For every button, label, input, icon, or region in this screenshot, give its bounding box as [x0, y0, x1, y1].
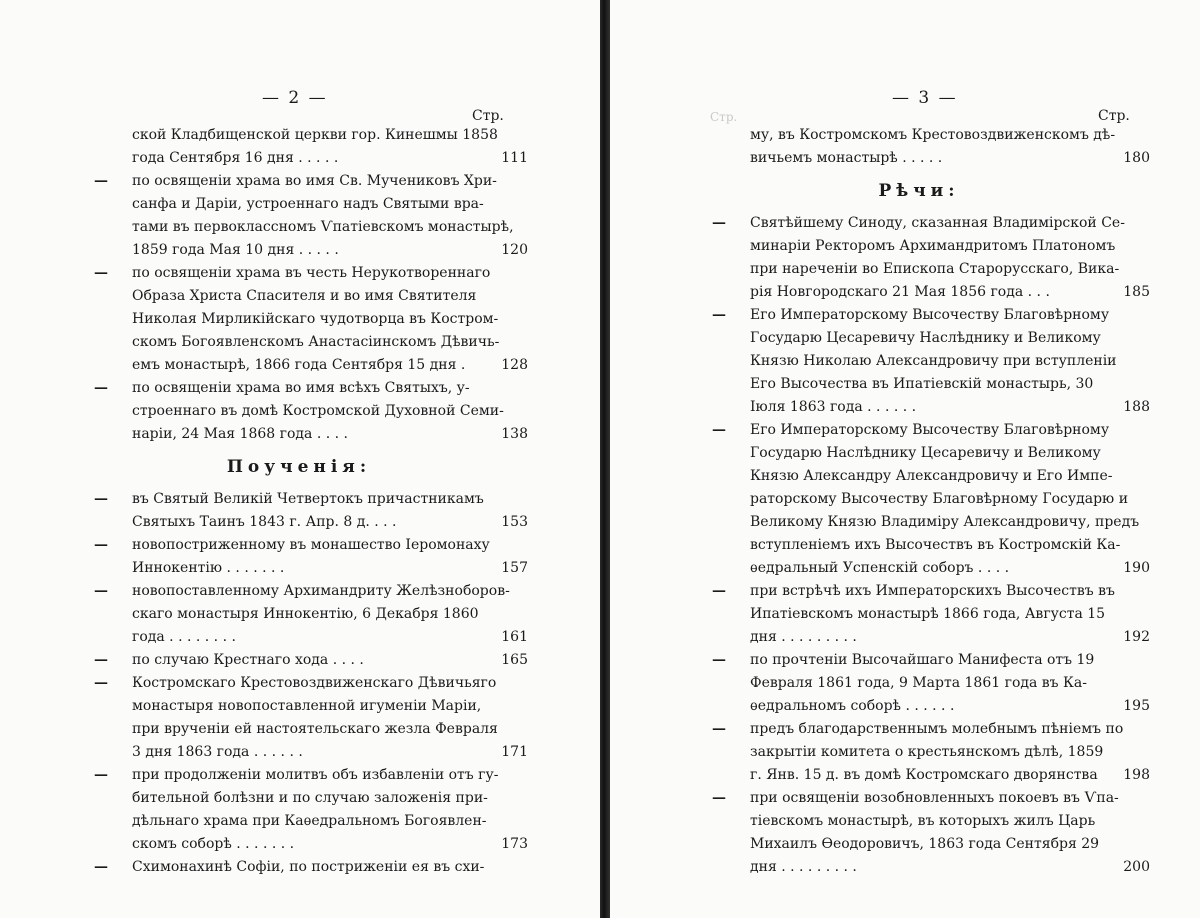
entry-text-line: бительной болѣзни и по случаю заложенія при-: [132, 790, 488, 806]
entry-text-line: при врученіи ей настоятельскаго жезла Февраля: [132, 721, 498, 737]
toc-list: [712, 124, 1150, 879]
entry-text-line: года . . . . . . . .: [132, 629, 236, 645]
entry-text-line: Святыхъ Таинъ 1843 г. Апр. 8 д. . . .: [132, 514, 397, 530]
entry-page-number: 190: [1123, 560, 1150, 576]
entry-dash: —: [94, 537, 108, 553]
entry-text-line: дня . . . . . . . . .: [750, 629, 857, 645]
toc-entry: [94, 580, 528, 649]
entry-text-line: минаріи Ректоромъ Архимандритомъ Платономъ: [750, 238, 1116, 254]
entry-text-line: года Сентября 16 дня . . . . .: [132, 150, 339, 166]
entry-dash: —: [94, 380, 108, 396]
entry-page-number: 120: [501, 242, 528, 258]
right-page: [610, 0, 1200, 918]
toc-entry: [94, 856, 485, 879]
entry-page-number: 198: [1123, 767, 1150, 783]
entry-text-line: Костромскаго Крестовоздвиженскаго Дѣвичьяго: [132, 675, 497, 691]
entry-text-line: строеннаго въ домѣ Костромской Духовной Семи-: [132, 403, 504, 419]
toc-entry: [132, 124, 528, 170]
entry-page-number: 157: [501, 560, 528, 576]
entry-page-number: 173: [501, 836, 528, 852]
entry-text-line: Его Императорскому Высочеству Благовѣрному: [750, 307, 1110, 323]
entry-dash: —: [712, 583, 726, 599]
entry-dash: —: [94, 491, 108, 507]
page-number-header: — 2 —: [262, 88, 328, 108]
entry-text-line: тами въ первоклассномъ Ѵпатіевскомъ монастырѣ,: [132, 219, 514, 235]
entry-dash: —: [94, 675, 108, 691]
entry-dash: —: [94, 859, 108, 875]
entry-text-line: санфа и Даріи, устроеннаго надъ Святыми вра-: [132, 196, 484, 212]
toc-entry: [94, 377, 528, 446]
toc-entry: [94, 170, 528, 262]
entry-text-line: по случаю Крестнаго хода . . . .: [132, 652, 364, 668]
entry-page-number: 188: [1123, 399, 1150, 415]
entry-text-line: новопоставленному Архимандриту Желѣзноборов-: [132, 583, 510, 599]
entry-text-line: Февраля 1861 года, 9 Марта 1861 года въ Ка-: [750, 675, 1087, 691]
faint-column-label: Стр.: [710, 110, 738, 124]
entry-text-line: дня . . . . . . . . .: [750, 859, 857, 875]
entry-text-line: Схимонахинѣ Софіи, по постриженіи ея въ схи-: [132, 859, 485, 875]
entry-dash: —: [94, 265, 108, 281]
entry-text-line: Святѣйшему Синоду, сказанная Владимірской Се-: [750, 215, 1125, 231]
entry-page-number: 180: [1123, 150, 1150, 166]
entry-text-line: ѳедральный Успенскій соборъ . . . .: [750, 560, 1010, 576]
entry-text-line: дѣльнаго храма при Каѳедральномъ Богоявлен-: [132, 813, 487, 829]
toc-entry: [712, 212, 1150, 304]
entry-text-line: 1859 года Мая 10 дня . . . . .: [132, 242, 339, 258]
entry-text-line: емъ монастырѣ, 1866 года Сентября 15 дня .: [132, 357, 466, 373]
entry-text-line: новопостриженному въ монашество Іеромонаху: [132, 537, 490, 553]
entry-text-line: Ипатіевскомъ монастырѣ 1866 года, Августа 15: [750, 606, 1106, 622]
toc-entry: [712, 787, 1150, 879]
toc-entry: [94, 649, 528, 672]
entry-text-line: по освященіи храма во имя Св. Мучениковъ Хри-: [132, 173, 497, 189]
entry-dash: —: [712, 307, 726, 323]
entry-text-line: Князю Александру Александровичу и Его Импе-: [750, 468, 1113, 484]
entry-text-line: Іюля 1863 года . . . . . .: [750, 399, 917, 415]
entry-dash: —: [94, 652, 108, 668]
entry-page-number: 200: [1123, 859, 1150, 875]
entry-text-line: монастыря новопоставленной игуменіи Маріи,: [132, 698, 482, 714]
entry-text-line: по освященіи храма въ честь Нерукотвореннаго: [132, 265, 491, 281]
toc-entry: [94, 764, 528, 856]
section-heading: Поученія:: [226, 457, 372, 477]
entry-text-line: вичьемъ монастырѣ . . . . .: [750, 150, 943, 166]
entry-text-line: Его Императорскому Высочеству Благовѣрному: [750, 422, 1110, 438]
page-column-label: Стр.: [472, 108, 504, 124]
entry-text-line: при освященіи возобновленныхъ покоевъ въ Ѵпа-: [750, 790, 1119, 806]
entry-dash: —: [712, 790, 726, 806]
toc-entry: [712, 419, 1150, 580]
entry-page-number: 153: [501, 514, 528, 530]
section-heading: Рѣчи:: [878, 181, 960, 201]
entry-dash: —: [712, 721, 726, 737]
entry-text-line: Николая Мирликійскаго чудотворца въ Костром-: [132, 311, 499, 327]
entry-dash: —: [712, 422, 726, 438]
entry-page-number: 128: [501, 357, 528, 373]
entry-dash: —: [94, 767, 108, 783]
entry-text-line: Великому Князю Владиміру Александровичу, предъ: [750, 514, 1140, 530]
entry-text-line: рія Новгородскаго 21 Мая 1856 года . . .: [750, 284, 1050, 300]
toc-entry: [712, 718, 1150, 787]
entry-dash: —: [712, 215, 726, 231]
toc-entry: [94, 672, 528, 764]
entry-dash: —: [94, 173, 108, 189]
toc-entry: [94, 488, 528, 534]
entry-text-line: 3 дня 1863 года . . . . . .: [132, 744, 303, 760]
entry-dash: —: [712, 652, 726, 668]
toc-entry: [712, 649, 1150, 718]
entry-page-number: 161: [501, 629, 528, 645]
entry-text-line: наріи, 24 Мая 1868 года . . . .: [132, 426, 348, 442]
entry-text-line: Михаилъ Ѳеодоровичъ, 1863 года Сентября 29: [750, 836, 1100, 852]
entry-text-line: при нареченіи во Епископа Старорусскаго, Вика-: [750, 261, 1120, 277]
toc-entry: [94, 262, 528, 377]
entry-text-line: закрытіи комитета о крестьянскомъ дѣлѣ, 1859: [750, 744, 1104, 760]
entry-text-line: Иннокентію . . . . . . .: [132, 560, 285, 576]
page-number-header: — 3 —: [892, 88, 958, 108]
book-gutter: [600, 0, 610, 918]
page-column-label: Стр.: [1098, 108, 1130, 124]
entry-page-number: 185: [1123, 284, 1150, 300]
entry-text-line: скомъ Богоявленскомъ Анастасіинскомъ Дѣвичь-: [132, 334, 500, 350]
entry-text-line: по прочтеніи Высочайшаго Манифеста отъ 19: [750, 652, 1095, 668]
entry-text-line: раторскому Высочеству Благовѣрному Государю и: [750, 491, 1129, 507]
entry-text-line: тіевскомъ монастырѣ, въ которыхъ жилъ Царь: [750, 813, 1096, 829]
entry-page-number: 138: [501, 426, 528, 442]
toc-entry: [750, 124, 1150, 170]
entry-text-line: въ Святый Великій Четвертокъ причастникамъ: [132, 491, 484, 507]
entry-text-line: при встрѣчѣ ихъ Императорскихъ Высочествъ въ: [750, 583, 1115, 599]
entry-text-line: ской Кладбищенской церкви гор. Кинешмы 1858: [132, 127, 498, 143]
entry-text-line: скомъ соборѣ . . . . . . .: [132, 836, 295, 852]
entry-text-line: ѳедральномъ соборѣ . . . . . .: [750, 698, 955, 714]
entry-page-number: 192: [1123, 629, 1150, 645]
entry-text-line: Образа Христа Спасителя и во имя Святителя: [132, 288, 477, 304]
entry-text-line: предъ благодарственнымъ молебнымъ пѣніемъ по: [750, 721, 1124, 737]
entry-text-line: г. Янв. 15 д. въ домѣ Костромскаго дворянства: [750, 767, 1098, 783]
entry-text-line: Государю Цесаревичу Наслѣднику и Великому: [750, 330, 1101, 346]
entry-page-number: 111: [501, 150, 528, 166]
entry-text-line: Князю Николаю Александровичу при вступленіи: [750, 353, 1117, 369]
toc-entry: [712, 580, 1150, 649]
toc-entry: [712, 304, 1150, 419]
entry-text-line: при продолженіи молитвъ объ избавленіи отъ гу-: [132, 767, 499, 783]
toc-entry: [94, 534, 528, 580]
entry-text-line: Его Высочества въ Ипатіевскій монастырь, 30: [750, 376, 1094, 392]
entry-text-line: му, въ Костромскомъ Крестовоздвиженскомъ дѣ-: [750, 127, 1116, 143]
entry-text-line: скаго монастыря Иннокентію, 6 Декабря 1860: [132, 606, 479, 622]
entry-page-number: 195: [1123, 698, 1150, 714]
entry-page-number: 165: [501, 652, 528, 668]
entry-text-line: Государю Наслѣднику Цесаревичу и Великому: [750, 445, 1101, 461]
entry-text-line: по освященіи храма во имя всѣхъ Святыхъ, у-: [132, 380, 470, 396]
toc-list: [94, 124, 528, 879]
entry-page-number: 171: [501, 744, 528, 760]
entry-text-line: вступленіемъ ихъ Высочествъ въ Костромскій Ка-: [750, 537, 1121, 553]
entry-dash: —: [94, 583, 108, 599]
